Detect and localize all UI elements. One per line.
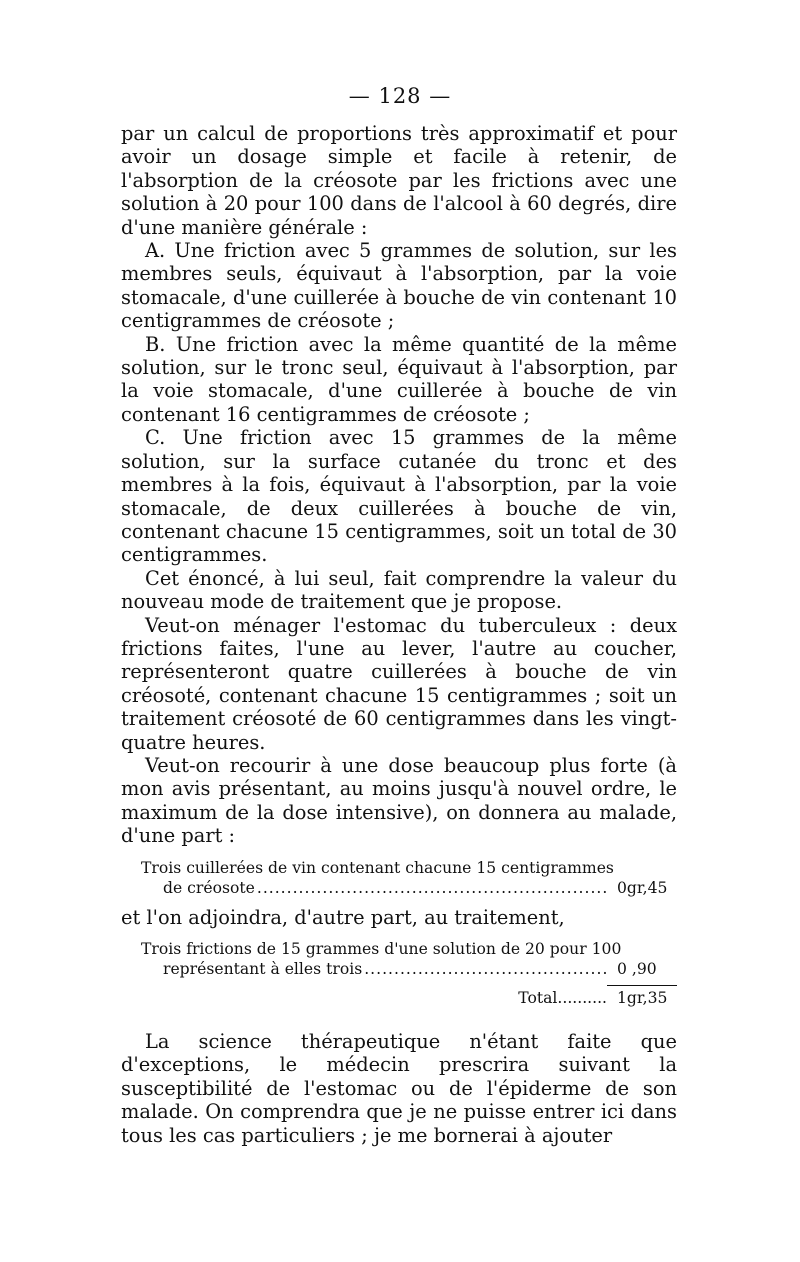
page-number: — 128 — — [348, 84, 452, 108]
table-amount: 0gr,45 — [617, 878, 668, 897]
paragraph-closing: La science thérapeutique n'étant faite que d'exceptions, le médecin prescrira suivant la susceptibilité de l'estomac ou de l'épiderme de son malade. On comprendra que je ne puisse entrer ici dans tous les cas particuliers ; je me bornerai à ajouter — [121, 1030, 677, 1147]
paragraph-enonce: Cet énoncé, à lui seul, fait comprendre la valeur du nouveau mode de traitement que je propose. — [121, 566, 677, 614]
total-row — [121, 985, 677, 1008]
total-amount: 1gr,35 — [607, 985, 677, 1008]
table-label: de créosote — [163, 878, 255, 897]
table-label: représentant à elles trois — [163, 960, 363, 978]
total-label: Total.......... — [518, 989, 607, 1007]
table-row — [121, 939, 677, 959]
paragraph-recourir: Veut-on recourir à une dose beaucoup plus forte (à mon avis présentant, au moins jusqu'à nouvel ordre, le maximum de la dose intensive), on donnera au malade, d'une part : — [121, 753, 677, 848]
paragraph-a: A. Une friction avec 5 grammes de solution, sur les membres seuls, équivaut à l'absorption, par la voie stomacale, d'une cuillerée à bouche de vin contenant 10 centigrammes de créosote ; — [121, 239, 677, 333]
paragraph-menager: Veut-on ménager l'estomac du tuberculeux : deux frictions faites, l'une au lever, l'autre au coucher, représenteront quatre cuillerées à bouche de vin créosoté, contenant chacune 15 centigrammes ; soit un traitement créosoté de 60 centigrammes dans les vingt-quatre heures. — [121, 613, 677, 754]
paragraph-between: et l'on adjoindra, d'autre part, au traitement, — [121, 905, 565, 929]
table-amount: 0 ,90 — [617, 960, 657, 978]
paragraph-intro: par un calcul de proportions très approximatif et pour avoir un dosage simple et facile à retenir, de l'absorption de la créosote par les frictions avec une solution à 20 pour 100 dans de l'alcool à 60 degrés, dire d'une manière générale : — [121, 122, 677, 239]
leader-dots — [257, 878, 607, 898]
table-line: Trois frictions de 15 grammes d'une solution de 20 pour 100 — [141, 940, 622, 958]
dosage-table-2 — [121, 939, 677, 1008]
table-row — [121, 878, 677, 898]
table-line: Trois cuillerées de vin contenant chacune 15 centigrammes — [141, 858, 614, 877]
dosage-table-1 — [121, 858, 677, 898]
leader-dots — [364, 959, 607, 979]
paragraph-b: B. Une friction avec la même quantité de la même solution, sur le tronc seul, équivaut à l'absorption, par la voie stomacale, d'une cuillerée à bouche de vin contenant 16 centigrammes de créosote ; — [121, 332, 677, 426]
body-text — [121, 122, 677, 1147]
paragraph-c: C. Une friction avec 15 grammes de la même solution, sur la surface cutanée du tronc et des membres à la fois, équivaut à l'absorption, par la voie stomacale, de deux cuillerées à bouche de vin, contenant chacune 15 centigrammes, soit un total de 30 centigrammes. — [121, 426, 677, 567]
table-row — [121, 959, 677, 979]
table-row — [121, 858, 677, 878]
